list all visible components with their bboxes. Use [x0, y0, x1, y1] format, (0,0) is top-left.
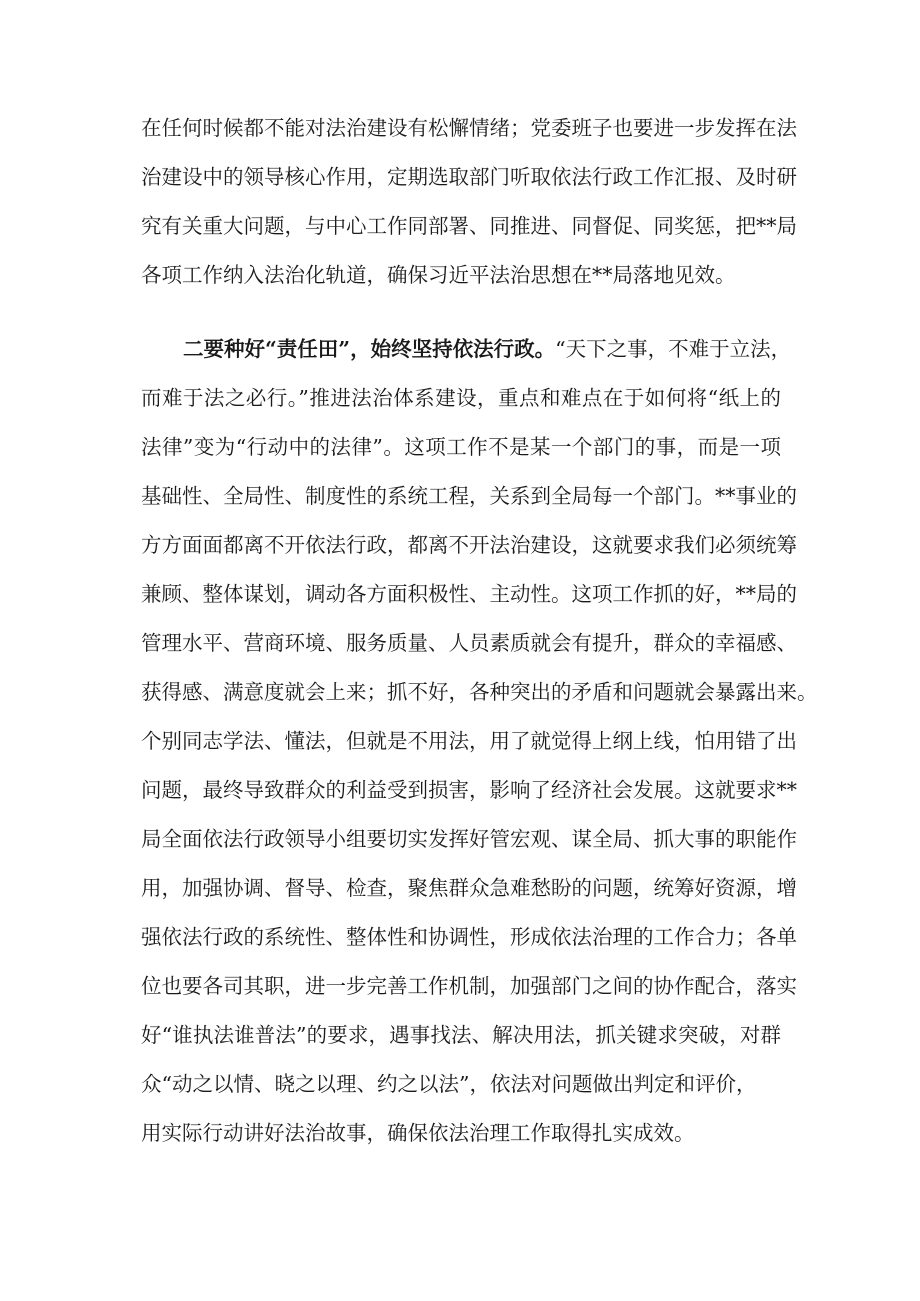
- paragraph-2-line-16: 众“动之以情、晓之以理、约之以法”，依法对问题做出判定和评价，: [141, 1072, 757, 1096]
- paragraph-2-line-1: [183, 334, 792, 364]
- paragraph-1-line-4: 各项工作纳入法治化轨道，确保习近平法治思想在**局落地见效。: [141, 263, 736, 287]
- paragraph-2-line-15: 好“谁执法谁普法”的要求，遇事找法、解决用法，抓关键求突破，对群: [141, 1023, 781, 1047]
- paragraph-2-line-7: 管理水平、营商环境、服务质量、人员素质就会有提升，群众的幸福感、: [141, 631, 797, 655]
- paragraph-2-line-6: 兼顾、整体谋划，调动各方面积极性、主动性。这项工作抓的好，**局的: [141, 582, 797, 606]
- paragraph-2-line-12: 用，加强协调、督导、检查，聚焦群众急难愁盼的问题，统筹好资源，增: [141, 876, 797, 900]
- paragraph-2-heading: 二要种好“责任田”，始终坚持依法行政。: [183, 337, 556, 361]
- paragraph-2-line-13: 强依法行政的系统性、整体性和协调性，形成依法治理的工作合力；各单: [141, 925, 797, 949]
- paragraph-1-line-3: 究有关重大问题，与中心工作同部署、同推进、同督促、同奖惩，把**局: [141, 214, 797, 238]
- paragraph-2-line-5: 方方面面都离不开依法行政，都离不开法治建设，这就要求我们必须统筹: [141, 533, 797, 557]
- paragraph-2-first-line-rest: “天下之事，不难于立法，: [555, 337, 792, 361]
- paragraph-2-line-10: 问题，最终导致群众的利益受到损害，影响了经济社会发展。这就要求**: [141, 778, 797, 802]
- paragraph-2-line-8: 获得感、满意度就会上来；抓不好，各种突出的矛盾和问题就会暴露出来。: [141, 680, 818, 704]
- paragraph-2-line-2: 而难于法之必行。”推进法治体系建设，重点和难点在于如何将“纸上的: [141, 386, 781, 410]
- paragraph-1-line-1: 在任何时候都不能对法治建设有松懈情绪；党委班子也要进一步发挥在法: [141, 116, 797, 140]
- paragraph-2-line-17: 用实际行动讲好法治故事，确保依法治理工作取得扎实成效。: [141, 1121, 695, 1145]
- paragraph-2-line-9: 个别同志学法、懂法，但就是不用法，用了就觉得上纲上线，怕用错了出: [141, 729, 797, 753]
- paragraph-2-line-4: 基础性、全局性、制度性的系统工程，关系到全局每一个部门。**事业的: [141, 484, 797, 508]
- paragraph-2-line-11: 局全面依法行政领导小组要切实发挥好管宏观、谋全局、抓大事的职能作: [141, 827, 797, 851]
- paragraph-1-line-2: 治建设中的领导核心作用，定期选取部门听取依法行政工作汇报、及时研: [141, 165, 797, 189]
- paragraph-2-line-14: 位也要各司其职，进一步完善工作机制，加强部门之间的协作配合，落实: [141, 974, 797, 998]
- paragraph-2-line-3: 法律”变为“行动中的法律”。这项工作不是某一个部门的事，而是一项: [141, 435, 781, 459]
